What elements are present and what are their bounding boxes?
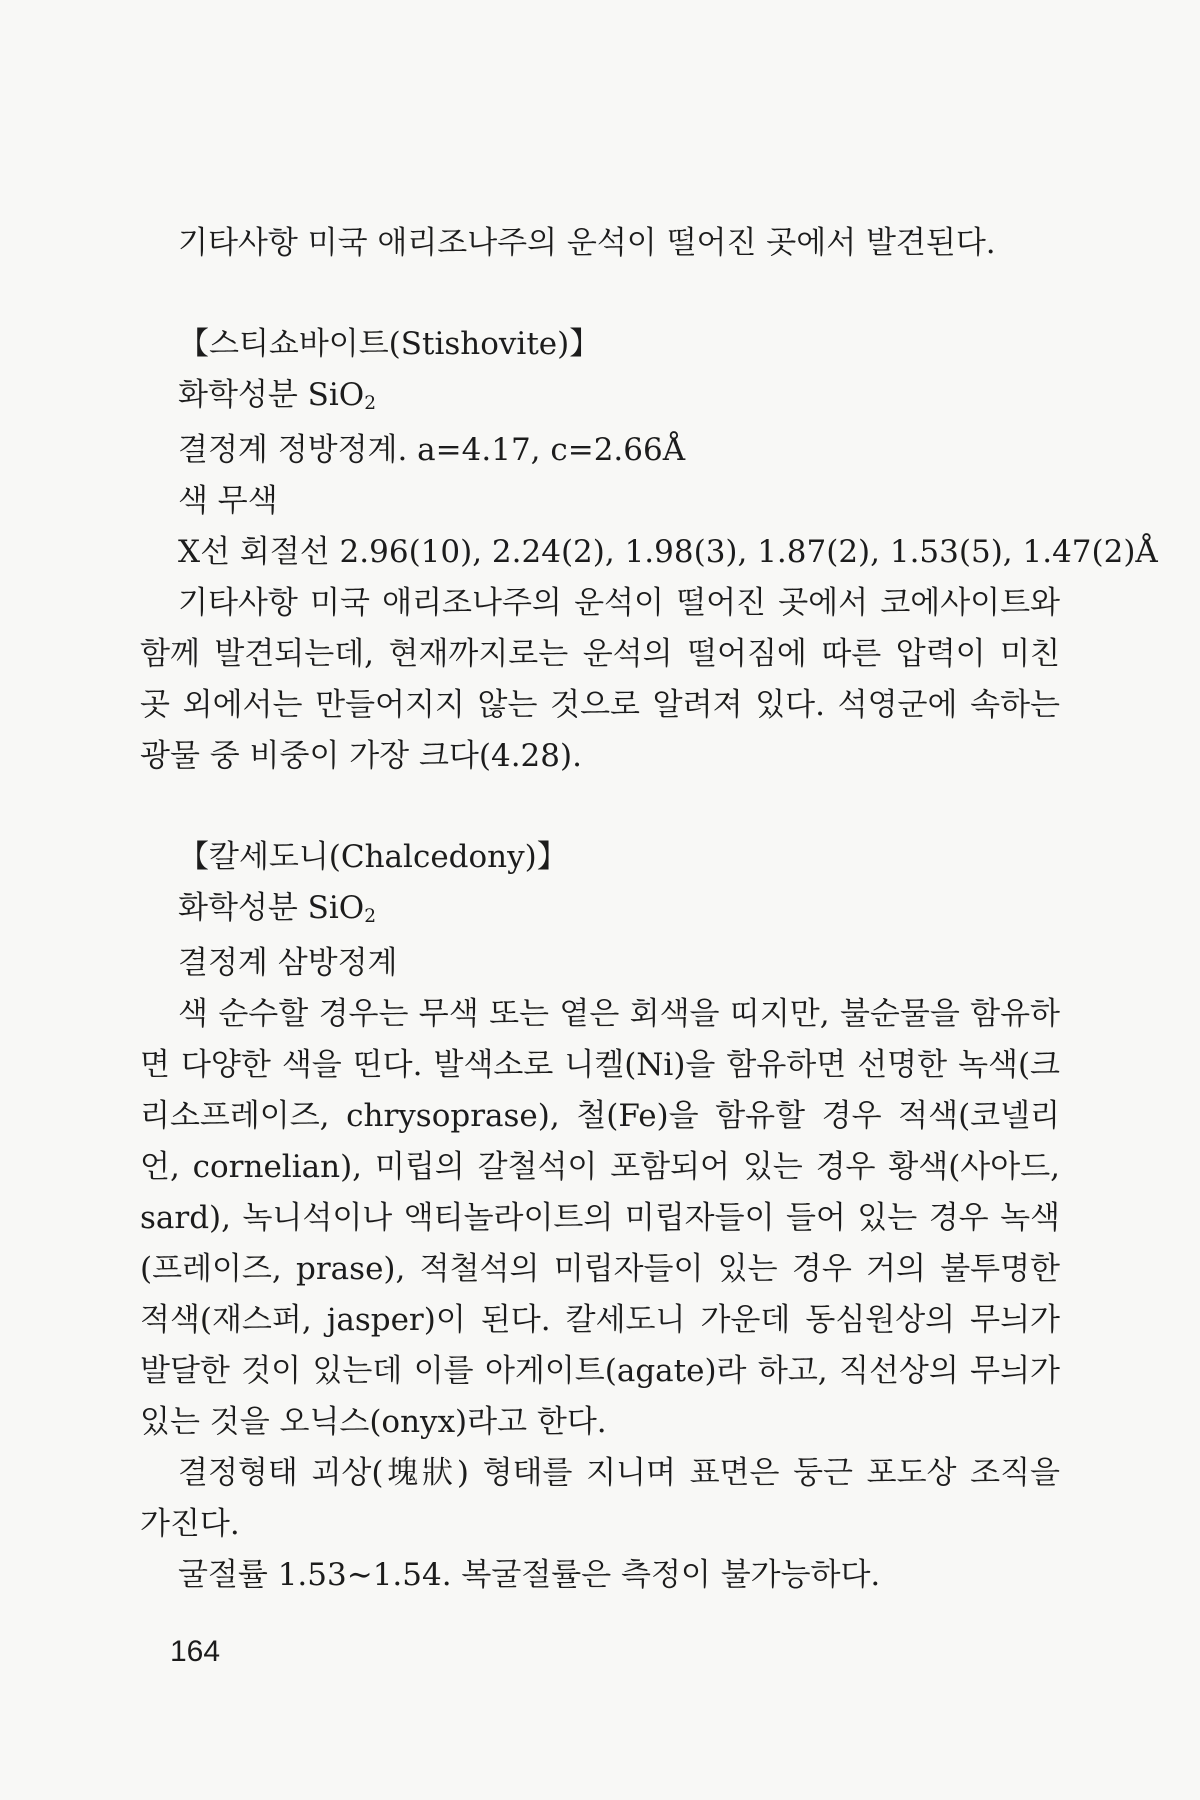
stishovite-remarks: 기타사항 미국 애리조나주의 운석이 떨어진 곳에서 코에사이트와 함께 발견되는데, 현재까지로는 운석의 떨어짐에 따른 압력이 미친 곳 외에서는 만들어지지 않는 것으로 알려져 있다. 석영군에 속하는 광물 중 비중이 가장 크다(4.28). bbox=[140, 585, 1060, 774]
chalcedony-composition-subscript: 2 bbox=[364, 905, 377, 927]
section-gap bbox=[140, 782, 1060, 832]
page-number: 164 bbox=[170, 1635, 221, 1668]
chalcedony-composition bbox=[140, 883, 1060, 938]
chalcedony-composition-text: 화학성분 SiO bbox=[178, 890, 365, 926]
chalcedony-refraction: 굴절률 1.53∼1.54. 복굴절률은 측정이 불가능하다. bbox=[178, 1557, 881, 1593]
chalcedony-heading: 【칼세도니(Chalcedony)】 bbox=[178, 839, 568, 875]
stishovite-composition bbox=[140, 370, 1060, 425]
stishovite-xray: X선 회절선 2.96(10), 2.24(2), 1.98(3), 1.87(2), 1.53(5), 1.47(2)Å bbox=[178, 534, 1158, 570]
chalcedony-crystal-system: 결정계 삼방정계 bbox=[178, 945, 398, 981]
section-gap bbox=[140, 269, 1060, 319]
chalcedony-color: 색 순수할 경우는 무색 또는 옅은 회색을 띠지만, 불순물을 함유하면 다양한 색을 띤다. 발색소로 니켈(Ni)을 함유하면 선명한 녹색(크리소프레이즈, chrysoprase), 철(Fe)을 함유할 경우 적색(코넬리언, cornelian), 미립의 갈철석이 포함되어 있는 경우 황색(사아드, sard), 녹니석이나 액티놀라이트의 미립자들이 들어 있는 경우 녹색(프레이즈, prase), 적철석의 미립자들이 있는 경우 거의 불투명한 적색(재스퍼, jasper)이 된다. 칼세도니 가운데 동심원상의 무늬가 발달한 것이 있는데 이를 아게이트(agate)라 하고, 직선상의 무늬가 있는 것을 오닉스(onyx)라고 한다. bbox=[140, 996, 1060, 1440]
page-content bbox=[140, 218, 1158, 1601]
stishovite-composition-text: 화학성분 SiO bbox=[178, 377, 365, 413]
stishovite-heading: 【스티쇼바이트(Stishovite)】 bbox=[178, 326, 601, 362]
stishovite-crystal-system: 결정계 정방정계. a=4.17, c=2.66Å bbox=[178, 432, 686, 468]
prev-entry-remarks: 기타사항 미국 애리조나주의 운석이 떨어진 곳에서 발견된다. bbox=[178, 225, 996, 261]
stishovite-composition-subscript: 2 bbox=[364, 392, 377, 414]
stishovite-color: 색 무색 bbox=[178, 483, 278, 519]
chalcedony-form: 결정형태 괴상(塊狀) 형태를 지니며 표면은 둥근 포도상 조직을 가진다. bbox=[140, 1455, 1060, 1542]
